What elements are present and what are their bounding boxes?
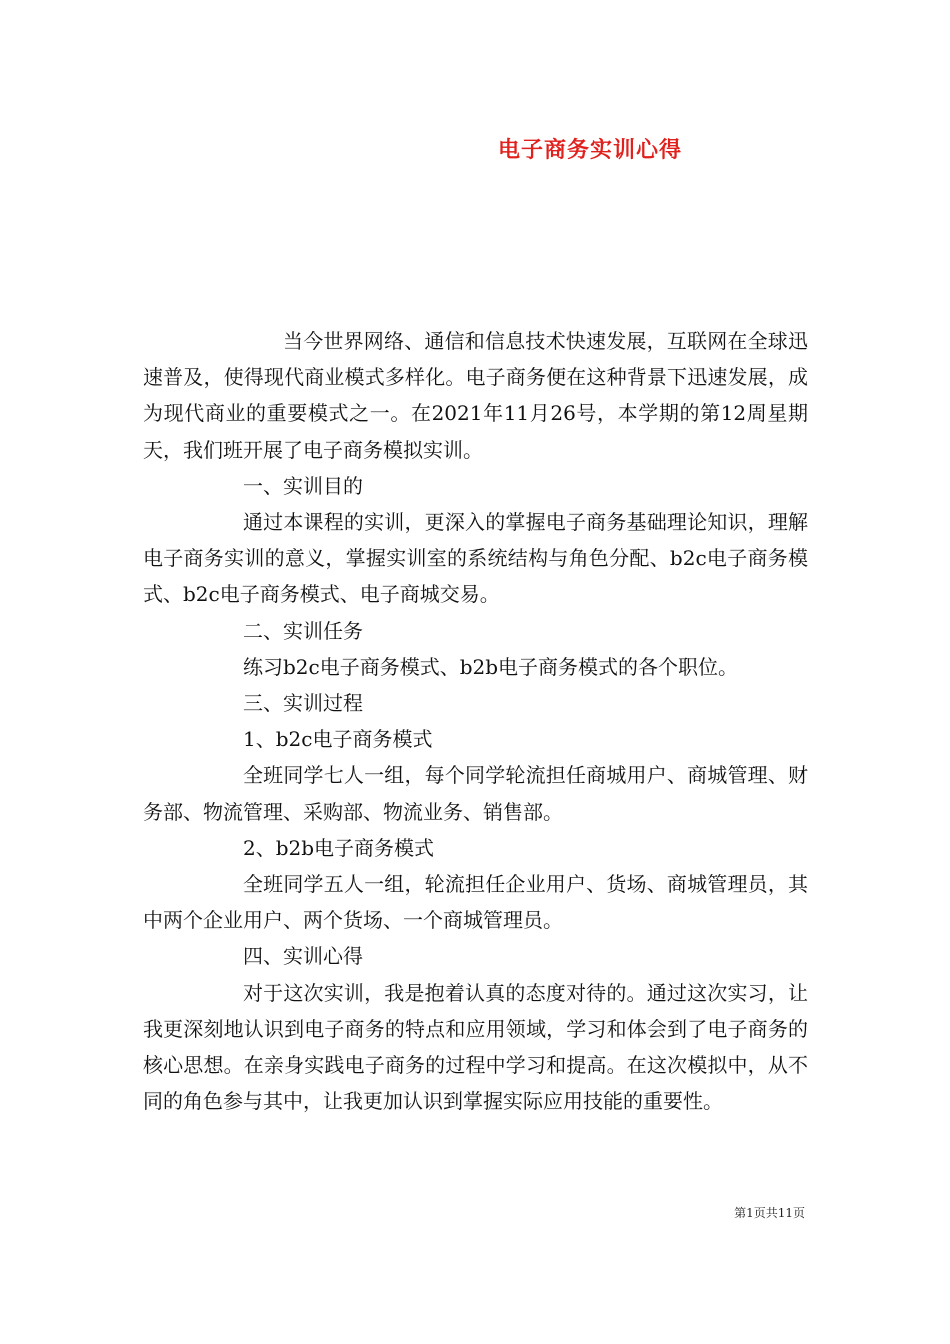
tasks-paragraph: 练习b2c电子商务模式、b2b电子商务模式的各个职位。 — [243, 654, 739, 679]
subheading-b2b: 2、b2b电子商务模式 — [243, 835, 435, 860]
section-heading-purpose: 一、实训目的 — [243, 473, 363, 498]
b2c-paragraph: 全班同学七人一组，每个同学轮流担任商城用户、商城管理、财务部、物流管理、采购部、物流业务、销售部。 — [143, 763, 808, 824]
section-heading-reflection: 四、实训心得 — [243, 944, 363, 969]
document-body — [143, 323, 808, 1119]
document-title: 电子商务实训心得 — [497, 138, 682, 163]
purpose-paragraph: 通过本课程的实训，更深入的掌握电子商务基础理论知识，理解电子商务实训的意义，掌握实训室的系统结构与角色分配、b2c电子商务模式、b2c电子商务模式、电子商城交易。 — [143, 510, 808, 607]
subheading-b2c: 1、b2c电子商务模式 — [243, 727, 433, 752]
page-number: 第1页共11页 — [734, 1206, 805, 1220]
b2b-paragraph: 全班同学五人一组，轮流担任企业用户、货场、商城管理员，其中两个企业用户、两个货场、一个商城管理员。 — [143, 872, 808, 933]
intro-paragraph: 当今世界网络、通信和信息技术快速发展，互联网在全球迅速普及，使得现代商业模式多样化。电子商务便在这种背景下迅速发展，成为现代商业的重要模式之一。在2021年11月26号，本学期的第12周星期天，我们班开展了电子商务模拟实训。 — [143, 329, 808, 462]
section-heading-tasks: 二、实训任务 — [243, 618, 363, 643]
reflection-paragraph: 对于这次实训，我是抱着认真的态度对待的。通过这次实习，让我更深刻地认识到电子商务的特点和应用领域，学习和体会到了电子商务的核心思想。在亲身实践电子商务的过程中学习和提高。在这次模拟中，从不同的角色参与其中，让我更加认识到掌握实际应用技能的重要性。 — [143, 980, 808, 1114]
section-heading-process: 三、实训过程 — [243, 691, 363, 716]
